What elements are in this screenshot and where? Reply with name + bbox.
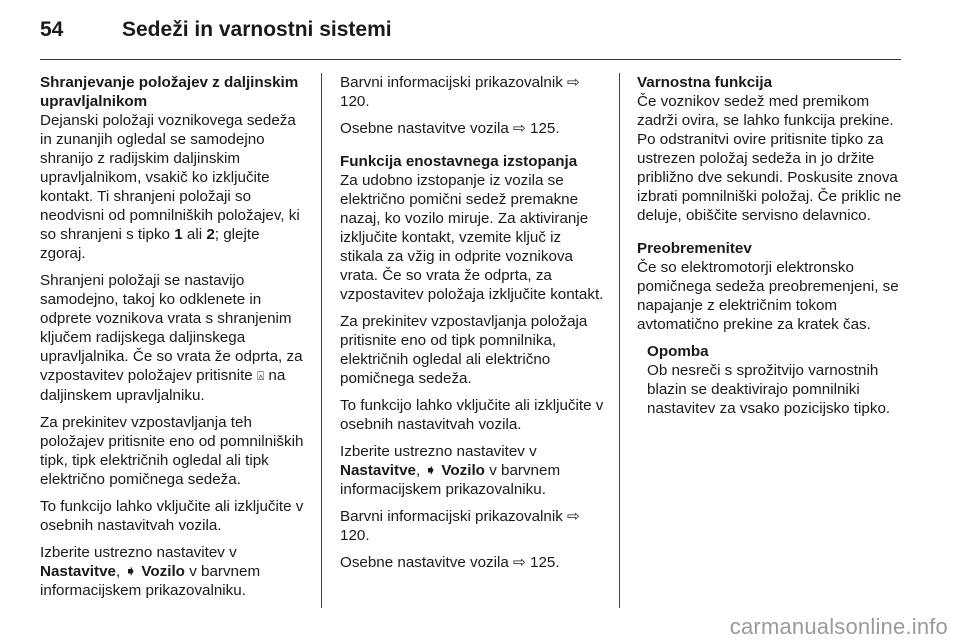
paragraph: To funkcijo lahko vključite ali izključite v osebnih nastavitvah vozila.	[40, 498, 304, 534]
paragraph: Če voznikov sedež med premikom zadrži ovira, se lahko funkcija prekine. Po odstranitvi ovire pritisnite tipko za ustrezen položaj sedeža in jo držite približno dve sekundi. Poskusite znova izbrati pomnilniški položaj. Če priklic ne deluje, obiščite servisno delavnico.	[637, 93, 902, 224]
header-rule	[40, 59, 901, 60]
column-divider-2	[619, 73, 620, 608]
note-box	[637, 342, 905, 418]
paragraph: Za prekinitev vzpostavljanja položaja pritisnite eno od tipk pomnilnika, električnih ogledal ali električno pomičnega sedeža.	[340, 313, 588, 387]
column-3	[637, 73, 905, 426]
column-2	[340, 73, 605, 580]
paragraph: Če so elektromotorji elektronsko pomičnega sedeža preobremenjeni, se napajanje z električnim tokom avtomatično prekine za kratek čas.	[637, 259, 899, 333]
section-heading-overload: Preobremenitev	[637, 240, 752, 257]
section-heading-memory: Shranjevanje položajev z daljinskim upravljalnikom	[40, 74, 299, 110]
section-heading-easy-exit: Funkcija enostavnega izstopanja	[340, 153, 578, 170]
column-divider-1	[321, 73, 322, 608]
paragraph: Izberite ustrezno nastavitev v Nastavitve, ➧ Vozilo v barvnem informacijskem prikazovalniku.	[40, 544, 261, 599]
cross-reference: Barvni informacijski prikazovalnik ⇨ 120.	[340, 74, 580, 110]
paragraph: Za prekinitev vzpostavljanja teh položajev pritisnite eno od pomnilniških tipk, tipk električnih ogledal ali tipk električno pomičnega sedeža.	[40, 414, 304, 488]
paragraph: Izberite ustrezno nastavitev v Nastavitve, ➧ Vozilo v barvnem informacijskem prikazovalniku.	[340, 443, 561, 498]
cross-reference: Osebne nastavitve vozila ⇨ 125.	[340, 120, 560, 137]
page-title: Sedeži in varnostni sistemi	[122, 18, 392, 41]
page-header	[40, 16, 900, 46]
paragraph: Shranjeni položaji se nastavijo samodejno, takoj ko odklenete in odprete voznikova vrata s shranjenim ključem radijskega daljinskega upravljalnika. Če so vrata že odprta, za vzpostavitev položajev pritisnite ⍓ na daljinskem upravljalniku.	[40, 272, 303, 404]
paragraph: To funkcijo lahko vključite ali izključite v osebnih nastavitvah vozila.	[340, 397, 604, 433]
paragraph: Za udobno izstopanje iz vozila se električno pomični sedež premakne nazaj, ko vozilo miruje. Za aktiviranje izključite kontakt, vzemite ključ iz stikala za vžig in odprite voznikova vrata. Če so vrata že odprta, za vzpostavitev položaja izključite kontakt.	[340, 172, 604, 303]
page-number: 54	[40, 18, 64, 41]
section-heading-safety: Varnostna funkcija	[637, 74, 773, 91]
unlock-icon: ⍓	[256, 369, 265, 383]
note-heading: Opomba	[647, 343, 709, 360]
cross-reference: Osebne nastavitve vozila ⇨ 125.	[340, 554, 560, 571]
paragraph: Dejanski položaji voznikovega sedeža in zunanjih ogledal se samodejno shranijo z radijskim daljinskim upravljalnikom, vsakič ko izključite kontakt. Ti shranjeni položaji so neodvisni od pomnilniških položajev, ki so shranjeni s tipko 1 ali 2; glejte zgoraj.	[40, 112, 300, 262]
cross-reference: Barvni informacijski prikazovalnik ⇨ 120.	[340, 508, 580, 544]
watermark: carmanualsonline.info	[729, 614, 948, 639]
column-1	[40, 73, 308, 608]
note-text: Ob nesreči s sprožitvijo varnostnih blazin se deaktivirajo pomnilniki nastavitev za vsako pozicijsko tipko.	[647, 362, 891, 417]
